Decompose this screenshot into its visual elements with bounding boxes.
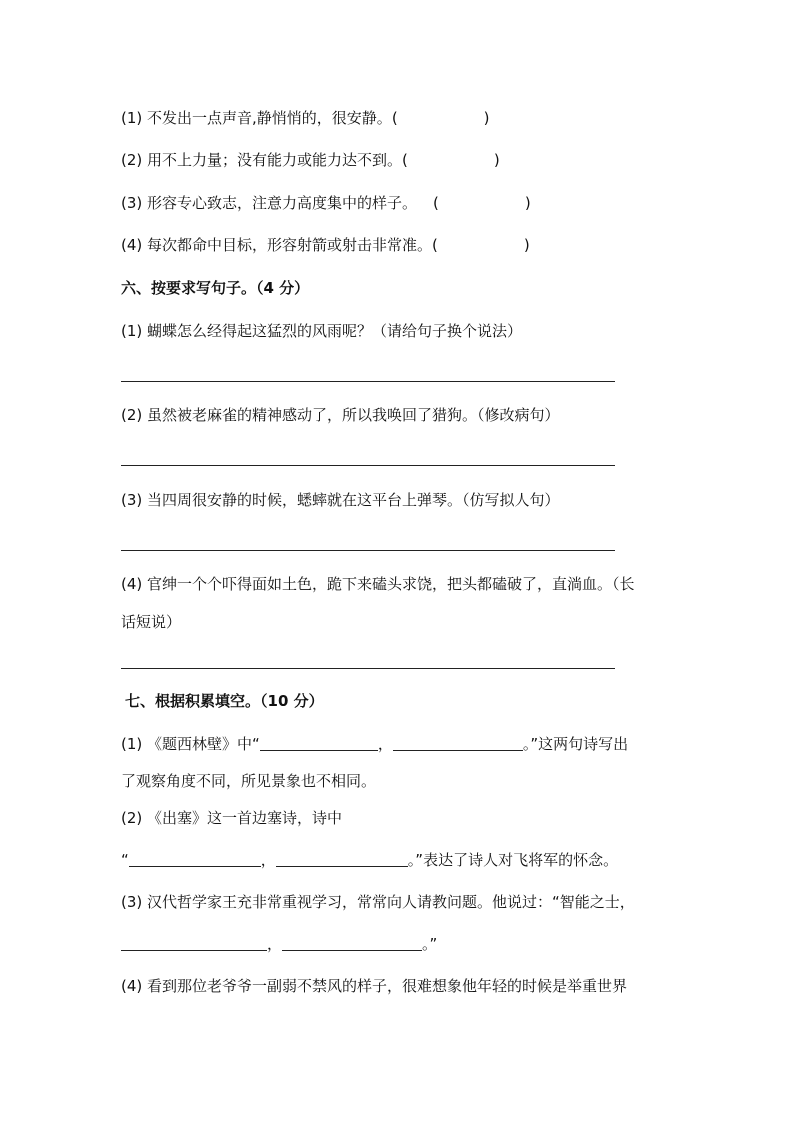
blank-2a[interactable] bbox=[129, 850, 261, 867]
answer-line-3[interactable] bbox=[121, 550, 615, 551]
s7-item-1: (1) 《题西林壁》中“ ， 。”这两句诗写出 bbox=[121, 735, 629, 753]
s5-item-3: (3) 形容专心致志，注意力高度集中的样子。 ( ) bbox=[121, 194, 531, 212]
s5-item-4: (4) 每次都命中目标，形容射箭或射击非常准。( ) bbox=[121, 236, 530, 254]
blank-2b[interactable] bbox=[276, 850, 408, 867]
s7-item-3-cont: ， 。” bbox=[121, 934, 437, 954]
s7-item-3: (3) 汉代哲学家王充非常重视学习，常常向人请教问题。他说过：“智能之士， bbox=[121, 893, 635, 911]
s5-item-2: (2) 用不上力量；没有能力或能力达不到。( ) bbox=[121, 151, 500, 169]
section6-heading: 六、按要求写句子。（4 分） bbox=[121, 279, 310, 297]
s7-item-2: (2) 《出塞》这一首边塞诗，诗中 bbox=[121, 809, 343, 827]
s6-item-4-cont: 话短说） bbox=[121, 613, 182, 631]
s6-item-4: (4) 官绅一个个吓得面如土色，跪下来磕头求饶，把头都磕破了，直淌血。（长 bbox=[121, 575, 635, 593]
section7-heading: 七、根据积累填空。（10 分） bbox=[125, 692, 324, 710]
blank-3b[interactable] bbox=[282, 934, 422, 951]
answer-line-2[interactable] bbox=[121, 465, 615, 466]
blank-1a[interactable] bbox=[260, 734, 378, 751]
s6-item-1: (1) 蝴蝶怎么经得起这猛烈的风雨呢？（请给句子换个说法） bbox=[121, 322, 523, 340]
s7-item-2-cont: “ ， 。”表达了诗人对飞将军的怀念。 bbox=[121, 851, 619, 869]
blank-1b[interactable] bbox=[393, 734, 523, 751]
s7-item-1-cont: 了观察角度不同，所见景象也不相同。 bbox=[121, 772, 377, 790]
answer-line-1[interactable] bbox=[121, 381, 615, 382]
s7-item-4: (4) 看到那位老爷爷一副弱不禁风的样子，很难想象他年轻的时候是举重世界 bbox=[121, 977, 628, 995]
blank-3a[interactable] bbox=[121, 934, 267, 951]
s5-item-1: (1) 不发出一点声音,静悄悄的，很安静。( ) bbox=[121, 109, 490, 127]
s6-item-3: (3) 当四周很安静的时候，蟋蟀就在这平台上弹琴。（仿写拟人句） bbox=[121, 491, 560, 509]
answer-line-4[interactable] bbox=[121, 668, 615, 669]
s6-item-2: (2) 虽然被老麻雀的精神感动了，所以我唤回了猎狗。（修改病句） bbox=[121, 406, 560, 424]
